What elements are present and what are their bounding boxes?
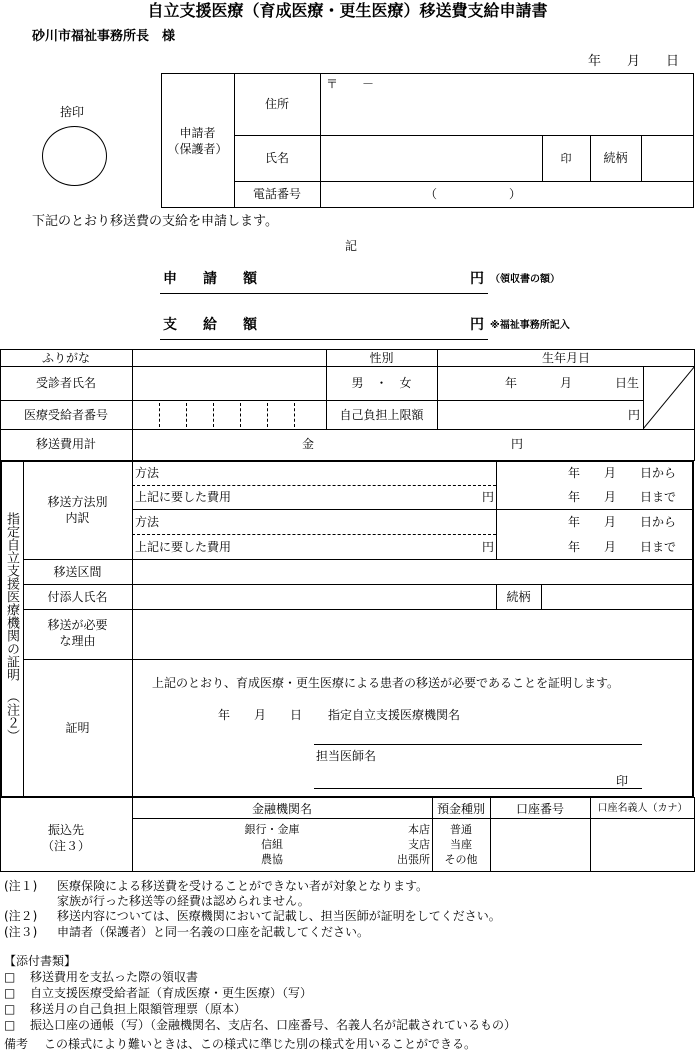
seal-mark: 印 [560,152,572,165]
total-yen: 円 [511,437,524,451]
cost-2-label: 上記に要した費用 [135,540,232,554]
doctor-label: 担当医師名 [316,749,377,763]
payment-amount-yen: 円 [470,317,485,333]
birth-label: 生年月日 [541,351,590,365]
seal-label: 捨印 [60,105,85,119]
branch-type-office[interactable]: 出張所 [397,853,430,866]
applicant-label-guardian: （保護者） [167,142,228,156]
name-label: 氏名 [264,151,289,165]
method-2-label: 方法 [135,515,160,529]
applicant-name-field[interactable] [322,137,540,179]
attachment-checkbox-3[interactable]: □ [4,1002,16,1016]
proof-date[interactable]: 年 月 日 [218,708,303,722]
request-amount-field[interactable] [160,293,488,294]
total-kin: 金 [302,437,315,451]
cost-2-yen: 円 [482,540,495,554]
attachment-item-2: 自立支援医療受給者証（育成医療・更生医療）（写） [30,986,313,1000]
form-title: 自立支援医療（育成医療・更生医療）移送費支給申請書 [147,1,548,20]
doctor-seal-mark: 印 [616,774,629,788]
deposit-type-current[interactable]: 当座 [450,838,472,851]
phone-field[interactable]: （ ） [425,187,522,201]
cost-1-label: 上記に要した費用 [135,490,232,504]
attachment-item-3: 移送月の自己負担上限額管理票（原本） [30,1002,247,1016]
attendant-field[interactable] [134,586,494,608]
patient-name-field[interactable] [134,368,324,398]
date-to-1[interactable]: 年 月 日まで [568,490,677,504]
institution-label: 指定自立支援医療機関名 [328,708,461,722]
address-label: 住所 [264,97,289,111]
method-label: 移送方法別 [47,495,108,509]
birth-day[interactable]: 日生 [615,376,640,390]
gender-label: 性別 [369,351,394,365]
attachment-checkbox-4[interactable]: □ [4,1018,16,1032]
doctor-field[interactable] [314,788,642,789]
patient-name-label: 受診者氏名 [35,376,96,390]
reason-field[interactable] [134,611,692,658]
deposit-type-ordinary[interactable]: 普通 [450,823,472,836]
certification-note-ref: （注２） [4,690,19,742]
addressee: 砂川市福祉事務所長 様 [32,29,176,44]
total-field[interactable] [318,431,506,459]
inst-type-agri-coop[interactable]: 農協 [261,853,283,866]
account-number-header: 口座番号 [515,802,564,816]
bank-label: 振込先 [47,823,84,837]
note-3-text: 申請者（保護者）と同一名義の口座を記載してください。 [57,925,370,939]
request-amount-yen: 円 [470,271,485,287]
payment-amount-field[interactable] [160,339,488,340]
date-from-2[interactable]: 年 月 日から [568,515,677,529]
account-holder-field[interactable] [592,820,693,870]
gender-options[interactable]: 男 ・ 女 [351,376,412,390]
limit-field[interactable] [439,402,624,428]
attachment-item-4: 振込口座の通帳（写）（金融機関名、支店名、口座番号、名義人名が記載されているもの） [30,1018,517,1032]
postal-code-field[interactable]: 〒 － [326,77,375,91]
cert-number-field[interactable] [134,402,324,428]
remark-text: この様式により難いときは、この様式に準じた別の様式を用いることができる。 [44,1037,477,1051]
reason-label-2: な理由 [59,634,96,648]
method-label-breakdown: 内訳 [65,511,90,525]
account-number-field[interactable] [492,820,588,870]
attendant-relation-label: 続柄 [506,590,531,604]
relation-field[interactable] [643,137,692,179]
institution-field[interactable] [314,744,642,745]
diagonal-slash [643,366,695,429]
request-amount-label: 申 請 額 [163,271,263,287]
proof-statement: 上記のとおり、育成医療・更生医療による患者の移送が必要であることを証明します。 [152,676,620,690]
date-from-1[interactable]: 年 月 日から [568,466,677,480]
payment-amount-label: 支 給 額 [163,317,263,333]
birth-month[interactable]: 月 [560,376,573,390]
method-1-label: 方法 [135,466,160,480]
deposit-type-other[interactable]: その他 [444,853,478,866]
furigana-label: ふりがな [41,351,90,365]
request-intro: 下記のとおり移送費の支給を申請します。 [32,214,278,229]
attachment-checkbox-1[interactable]: □ [4,970,16,984]
branch-type-branch[interactable]: 支店 [408,838,430,851]
note-2-mark: (注２) [4,909,38,923]
attendant-label: 付添人氏名 [47,590,108,604]
attachment-checkbox-2[interactable]: □ [4,986,16,1000]
proof-label: 証明 [65,721,90,735]
address-field[interactable] [328,92,692,134]
furigana-field[interactable] [134,351,324,365]
note-1-mark: (注１) [4,879,38,893]
note-2-text: 移送内容については、医療機関において記載し、担当医師が証明をしてください。 [57,909,501,923]
note-1-text: 医療保険による移送費を受けることができない者が対象となります。 [57,879,429,893]
applicant-label: 申請者 [179,126,216,140]
route-label: 移送区間 [53,565,102,579]
deposit-type-header: 預金種別 [436,802,485,816]
date-to-2[interactable]: 年 月 日まで [568,540,677,554]
seal-circle[interactable] [42,126,107,186]
payment-amount-note: ※福祉事務所記入 [490,320,570,331]
request-amount-note: （領収書の額） [490,274,560,285]
cert-number-label: 医療受給者番号 [23,408,108,422]
account-holder-header: 口座名義人（カナ） [597,803,688,814]
remark-label: 備考 [4,1037,29,1051]
application-date[interactable]: 年 月 日 [588,54,680,69]
note-3-mark: (注３) [4,925,38,939]
reason-label: 移送が必要 [47,618,108,632]
route-field[interactable] [134,561,692,583]
phone-label: 電話番号 [252,187,301,201]
bank-note-ref: （注３） [41,839,90,853]
inst-type-bank[interactable]: 銀行・金庫 [244,823,300,836]
note-1-text-cont: 家族が行った移送等の経費は認められません。 [57,894,310,908]
attachments-title: 【添付書類】 [4,954,77,968]
attachment-item-1: 移送費用を支払った際の領収書 [30,970,199,984]
relation-label: 続柄 [603,151,628,165]
birth-year[interactable]: 年 [505,376,518,390]
branch-type-main[interactable]: 本店 [408,823,430,836]
total-label: 移送費用計 [35,437,96,451]
inst-type-credit-union[interactable]: 信組 [261,838,283,851]
limit-label: 自己負担上限額 [339,408,424,422]
limit-yen: 円 [628,408,641,422]
ki-label: 記 [345,239,358,253]
certification-side-label: 指定自立支援医療機関の証明 [4,512,19,681]
institution-header: 金融機関名 [251,802,312,816]
cost-1-yen: 円 [482,490,495,504]
